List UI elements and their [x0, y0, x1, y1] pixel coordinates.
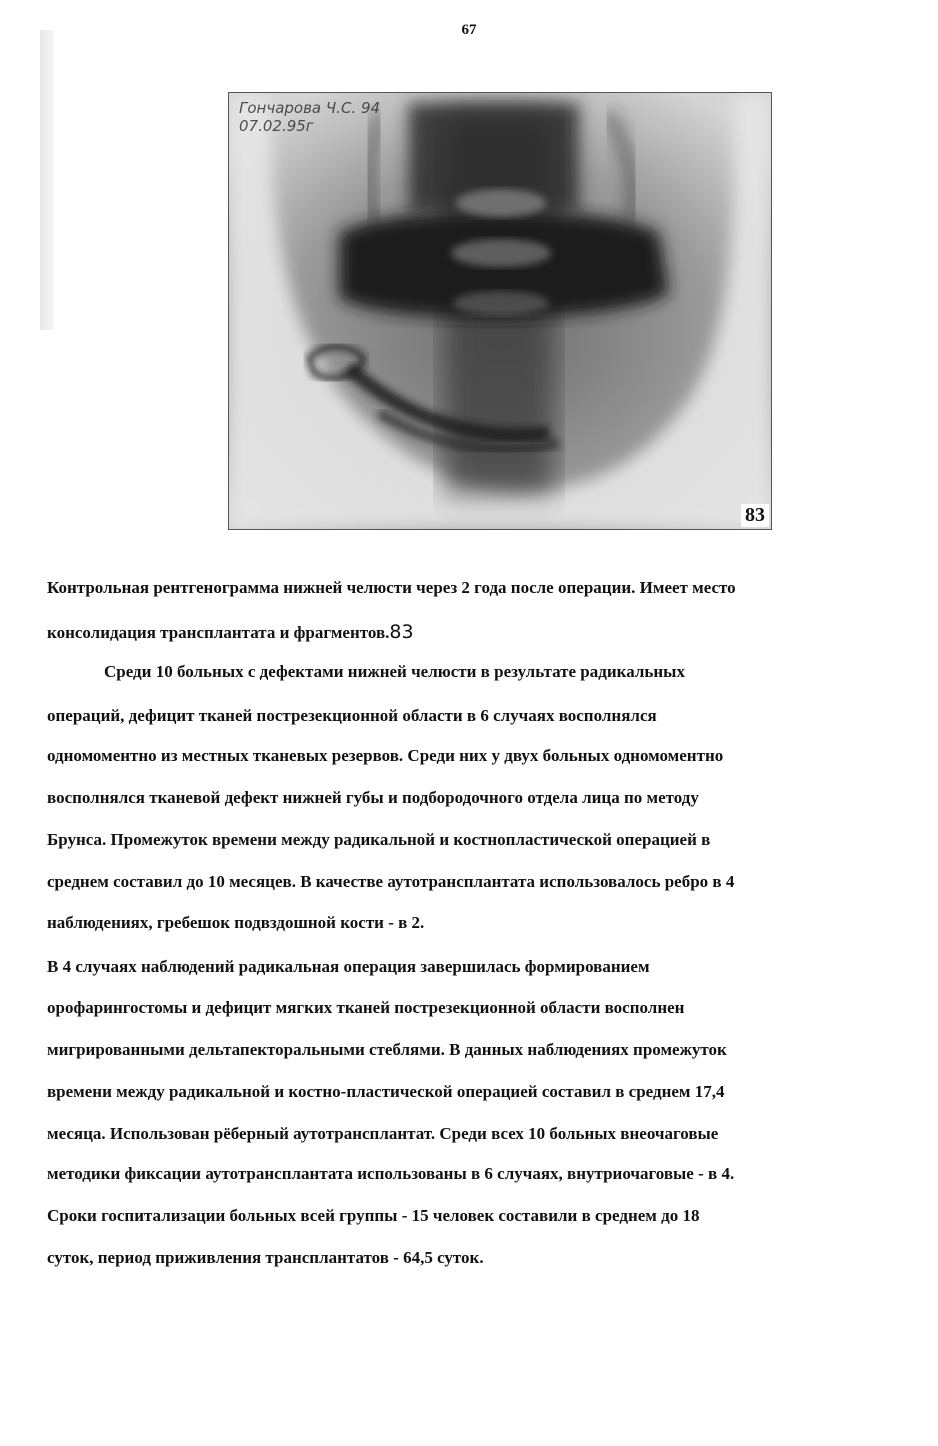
- caption-line-1: Контрольная рентгенограмма нижней челюсти через 2 года после операции. Имеет место: [47, 578, 736, 597]
- body-line: мигрированными дельтапекторальными стеблями. В данных наблюдениях промежуток: [47, 1040, 727, 1059]
- caption-line-2: [47, 622, 897, 643]
- body-line: орофарингостомы и дефицит мягких тканей пострезекционной области восполнен: [47, 998, 685, 1017]
- body-line: суток, период приживления трансплантатов - 64,5 суток.: [47, 1248, 484, 1267]
- body-line: операций, дефицит тканей пострезекционной области в 6 случаях восполнялся: [47, 706, 657, 725]
- body-line: одномоментно из местных тканевых резервов. Среди них у двух больных одномоментно: [47, 746, 724, 765]
- caption-text: консолидация трансплантата и фрагментов.: [47, 623, 390, 642]
- body-line: Среди 10 больных с дефектами нижней челюсти в результате радикальных: [104, 662, 685, 681]
- xray-image: [229, 93, 771, 529]
- xray-handwritten-label: [239, 99, 380, 135]
- body-line: методики фиксации аутотрансплантата использованы в 6 случаях, внутриочаговые - в 4.: [47, 1164, 735, 1183]
- body-line: В 4 случаях наблюдений радикальная операция завершилась формированием: [47, 957, 650, 976]
- body-line: времени между радикальной и костно-пластической операцией составил в среднем 17,4: [47, 1082, 725, 1101]
- body-line: месяца. Использован рёберный аутотрансплантат. Среди всех 10 больных внеочаговые: [47, 1124, 719, 1143]
- xray-figure: [228, 92, 772, 530]
- body-line: Брунса. Промежуток времени между радикальной и костнопластической операцией в: [47, 830, 711, 849]
- scan-shadow: [40, 30, 54, 330]
- body-line: наблюдениях, гребешок подвздошной кости - в 2.: [47, 913, 425, 932]
- caption-figure-ref: 83: [389, 621, 414, 643]
- handwritten-date: 07.02.95г: [239, 117, 314, 135]
- body-line: Сроки госпитализации больных всей группы - 15 человек составили в среднем до 18: [47, 1206, 700, 1225]
- figure-number: 83: [741, 504, 769, 527]
- body-line: восполнялся тканевой дефект нижней губы и подбородочного отдела лица по методу: [47, 788, 699, 807]
- page-number: 67: [461, 22, 477, 38]
- handwritten-patient-name: Гончарова Ч.С. 94: [239, 99, 381, 117]
- body-line: среднем составил до 10 месяцев. В качестве аутотрансплантата использовалось ребро в 4: [47, 872, 735, 891]
